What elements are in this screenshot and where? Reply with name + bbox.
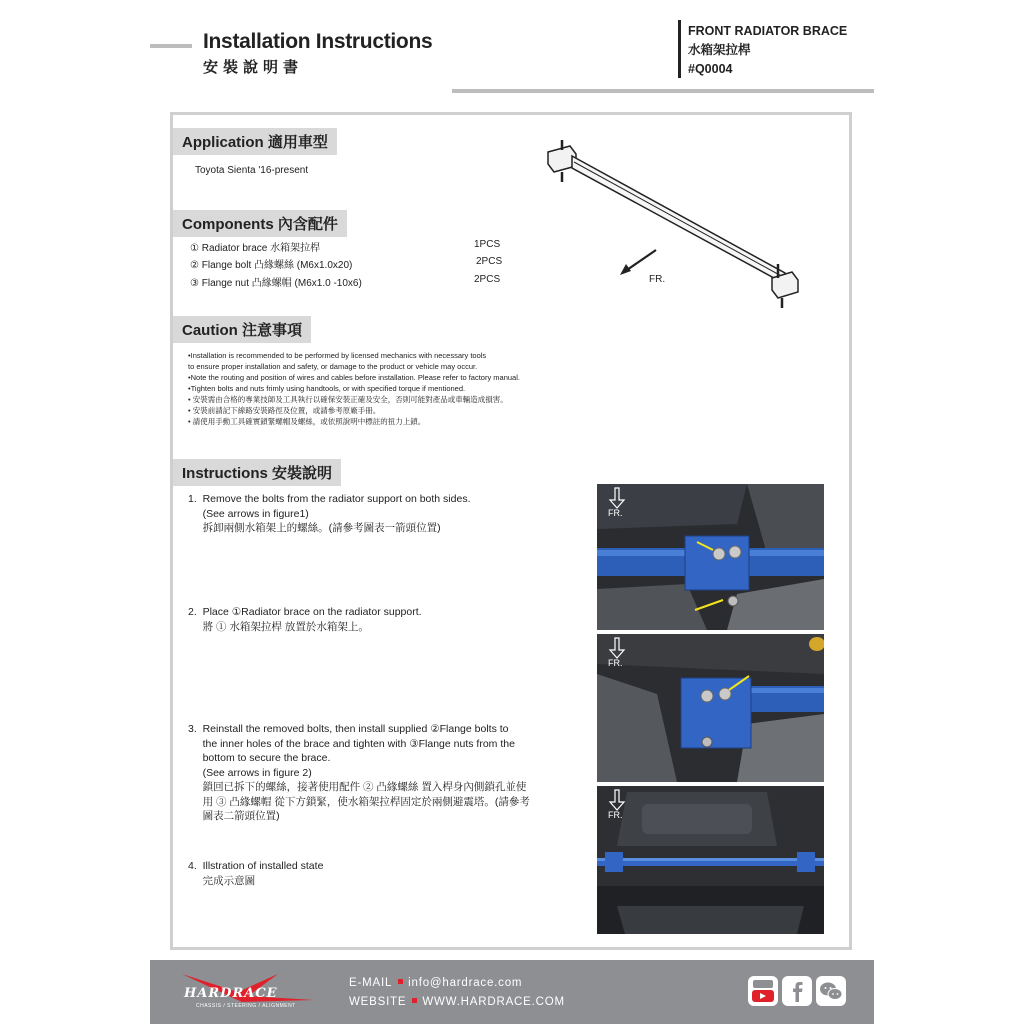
product-name: FRONT RADIATOR BRACE: [688, 24, 848, 38]
component-qty: 2PCS: [474, 274, 501, 285]
step-line: 將 ① 水箱架拉桿 放置於水箱架上。: [188, 620, 369, 633]
step-line: 3. Reinstall the removed bolts, then install supplied ②Flange bolts to: [188, 723, 509, 735]
component-item: ① Radiator brace 水箱架拉桿: [190, 243, 321, 254]
step-line: 完成示意圖: [188, 874, 256, 887]
brand-name: HARDRACE: [184, 986, 278, 1001]
component-item: ③ Flange nut 凸緣螺帽 (M6x1.0 -10x6): [190, 278, 362, 289]
caution-heading: Caution 注意事項: [173, 316, 311, 343]
facebook-icon[interactable]: [782, 976, 812, 1006]
part-number: #Q0004: [688, 62, 733, 76]
website-label: WEBSITE: [349, 996, 407, 1008]
youtube-icon[interactable]: [748, 976, 778, 1006]
component-qty: 2PCS: [476, 256, 503, 267]
step-line: 用 ③ 凸緣螺帽 從下方鎖緊，使水箱架拉桿固定於兩側避震塔。(請參考: [188, 795, 530, 808]
red-square-icon: [398, 979, 403, 984]
header-accent-line: [150, 44, 192, 48]
step-line: 鎖回已拆下的螺絲，接著使用配件 ② 凸緣螺絲 置入桿身內側鎖孔並使: [188, 781, 527, 793]
caution-line: • 請使用手動工具確實鎖緊螺帽及螺絲，或依照說明中標註的扭力上鎖。: [188, 417, 426, 426]
figure-2-photo: [597, 634, 824, 782]
header-rule: [452, 89, 874, 93]
step-line: 圖表二箭頭位置): [188, 810, 280, 822]
engine-bay-photo-2: [597, 634, 824, 782]
footer-email: [349, 977, 522, 989]
step-line: bottom to secure the brace.: [188, 752, 331, 764]
step-line: 1. Remove the bolts from the radiator support on both sides.: [188, 493, 471, 505]
website-link[interactable]: WWW.HARDRACE.COM: [422, 996, 565, 1008]
footer-website: [349, 996, 565, 1008]
component-qty: 1PCS: [474, 239, 501, 250]
caution-line: •Tighten bolts and nuts frimly using handtools, or with specified torque if mentioned.: [188, 384, 466, 393]
step-line: 4. Illstration of installed state: [188, 860, 324, 872]
caution-line: • 安裝需由合格的專業技師及工具執行以確保安裝正確及安全，否則可能對產品或車輛造成損害。: [188, 395, 508, 404]
photo-fr-label: FR.: [608, 508, 623, 518]
product-name-cn: 水箱架拉桿: [688, 43, 751, 57]
step-line: 拆卸兩側水箱架上的螺絲。(請參考圖表一箭頭位置): [188, 522, 441, 534]
engine-bay-photo-3: [597, 786, 824, 934]
photo-fr-label: FR.: [608, 658, 623, 668]
figure-1-photo: [597, 484, 824, 630]
step-line: the inner holes of the brace and tighten with ③Flange nuts from the: [188, 737, 515, 750]
diagram-fr-label: FR.: [649, 274, 666, 285]
page-subtitle: 安裝說明書: [203, 58, 304, 76]
header-divider: [678, 20, 681, 78]
caution-line: •Note the routing and position of wires and cables before installation. Please refer to factory manual.: [188, 373, 520, 382]
caution-line: • 安裝前請記下線路安裝路徑及位置，或請參考原廠手冊。: [188, 406, 381, 415]
brace-diagram: [540, 138, 810, 313]
step-line: 2. Place ①Radiator brace on the radiator support.: [188, 606, 422, 618]
application-vehicle: Toyota Sienta '16-present: [195, 165, 309, 176]
hardrace-logo: [178, 970, 318, 1015]
email-label: E-MAIL: [349, 977, 393, 989]
page-title: Installation Instructions: [203, 30, 433, 53]
brand-tagline: CHASSIS / STEERING / ALIGNMENT: [196, 1003, 296, 1009]
instruction-step-2: [188, 605, 422, 634]
instructions-heading: Instructions 安裝說明: [173, 459, 341, 486]
instruction-step-1: [188, 492, 471, 536]
application-heading: Application 適用車型: [173, 128, 337, 155]
instruction-step-4: [188, 859, 323, 888]
email-link[interactable]: info@hardrace.com: [408, 977, 523, 989]
product-info: [688, 22, 847, 79]
figure-3-photo: [597, 786, 824, 934]
wechat-icon[interactable]: [816, 976, 846, 1006]
caution-line: •Installation is recommended to be performed by licensed mechanics with necessary tools: [188, 351, 487, 360]
components-heading: Components 內含配件: [173, 210, 347, 237]
red-square-icon: [412, 998, 417, 1003]
component-item: ② Flange bolt 凸緣螺絲 (M6x1.0x20): [190, 260, 353, 271]
engine-bay-photo-1: [597, 484, 824, 630]
instruction-step-3: [188, 722, 530, 824]
step-line: (See arrows in figure1): [188, 507, 309, 520]
caution-line: to ensure proper installation and safety, or damage to the product or vehicle may occur.: [188, 362, 478, 371]
photo-fr-label: FR.: [608, 810, 623, 820]
step-line: (See arrows in figure 2): [188, 766, 312, 779]
